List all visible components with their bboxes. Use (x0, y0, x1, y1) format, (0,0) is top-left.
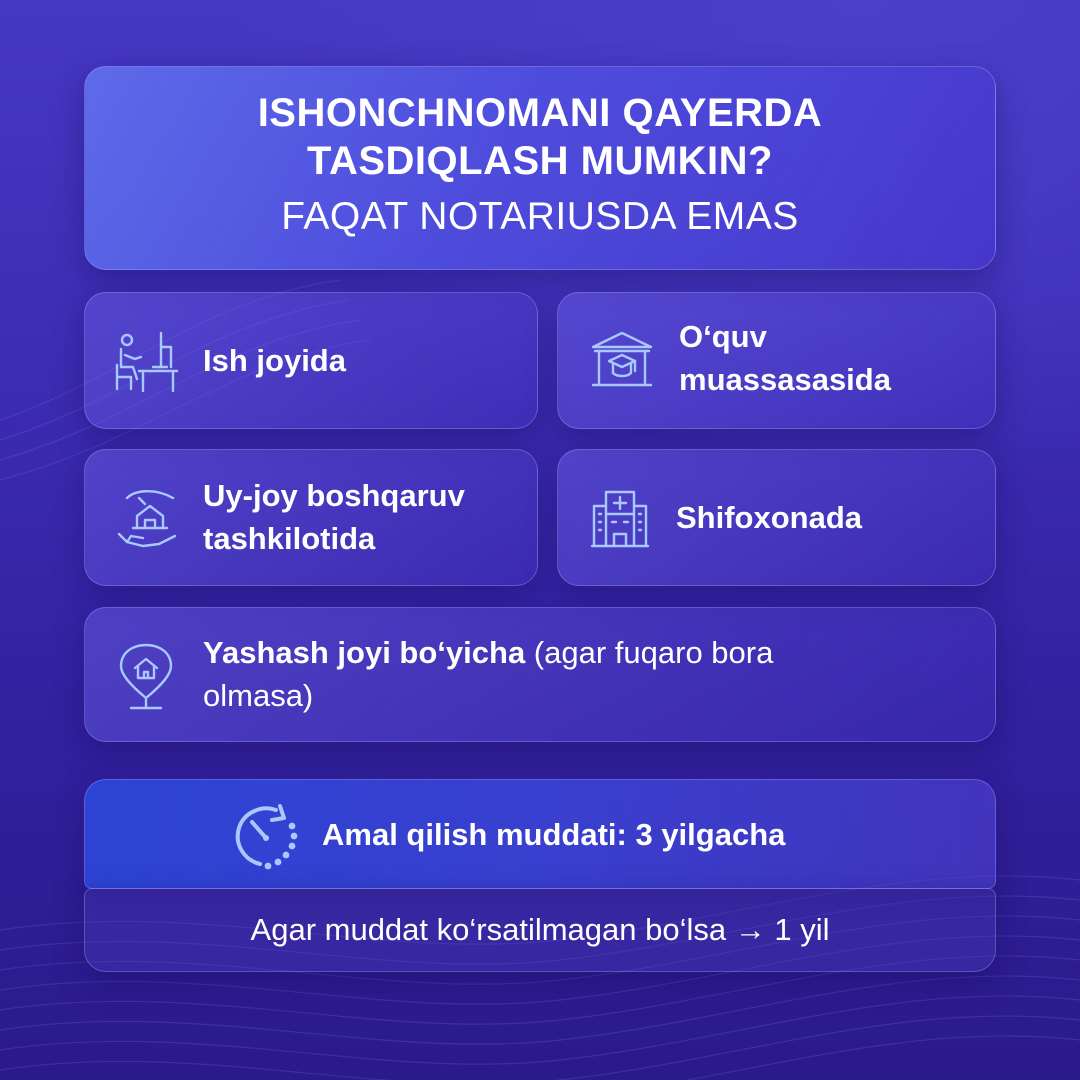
house-in-hands-icon (115, 484, 185, 554)
location-home-icon (115, 642, 177, 712)
place-label-school-line-2: muassasasida (679, 362, 891, 397)
timer-icon (232, 802, 300, 870)
place-label-residence (203, 631, 963, 717)
residence-note-line-2: olmasa) (203, 678, 314, 713)
subtitle: FAQAT NOTARIUSDA EMAS (281, 195, 799, 238)
place-label-school (679, 315, 891, 401)
place-card-hospital (557, 449, 996, 586)
validity-note: Agar muddat ko‘rsatilmagan bo‘lsa → 1 yil (250, 912, 830, 947)
place-label-housing-line-1: Uy-joy boshqaruv (203, 478, 465, 513)
workplace-desk-icon (111, 327, 181, 397)
validity-note-card (84, 888, 996, 972)
title-line-1: ISHONCHNOMANI QAYERDA (257, 91, 823, 135)
school-building-icon (589, 327, 655, 393)
validity-card (84, 779, 996, 889)
title-line-2: TASDIQLASH MUMKIN? (307, 139, 773, 183)
place-label-school-line-1: O‘quv (679, 319, 767, 354)
place-label-housing (203, 474, 465, 560)
place-card-residence (84, 607, 996, 742)
residence-bold-text: Yashash joyi bo‘yicha (203, 635, 526, 670)
place-card-school (557, 292, 996, 429)
place-card-housing (84, 449, 538, 586)
residence-note-line-1: (agar fuqaro bora (525, 635, 774, 670)
place-label-housing-line-2: tashkilotida (203, 521, 376, 556)
place-card-workplace (84, 292, 538, 429)
place-label-workplace: Ish joyida (203, 343, 346, 378)
hospital-icon (590, 488, 650, 550)
place-label-hospital: Shifoxonada (676, 500, 863, 535)
title-card (84, 66, 996, 270)
validity-label: Amal qilish muddati: 3 yilgacha (322, 817, 786, 852)
